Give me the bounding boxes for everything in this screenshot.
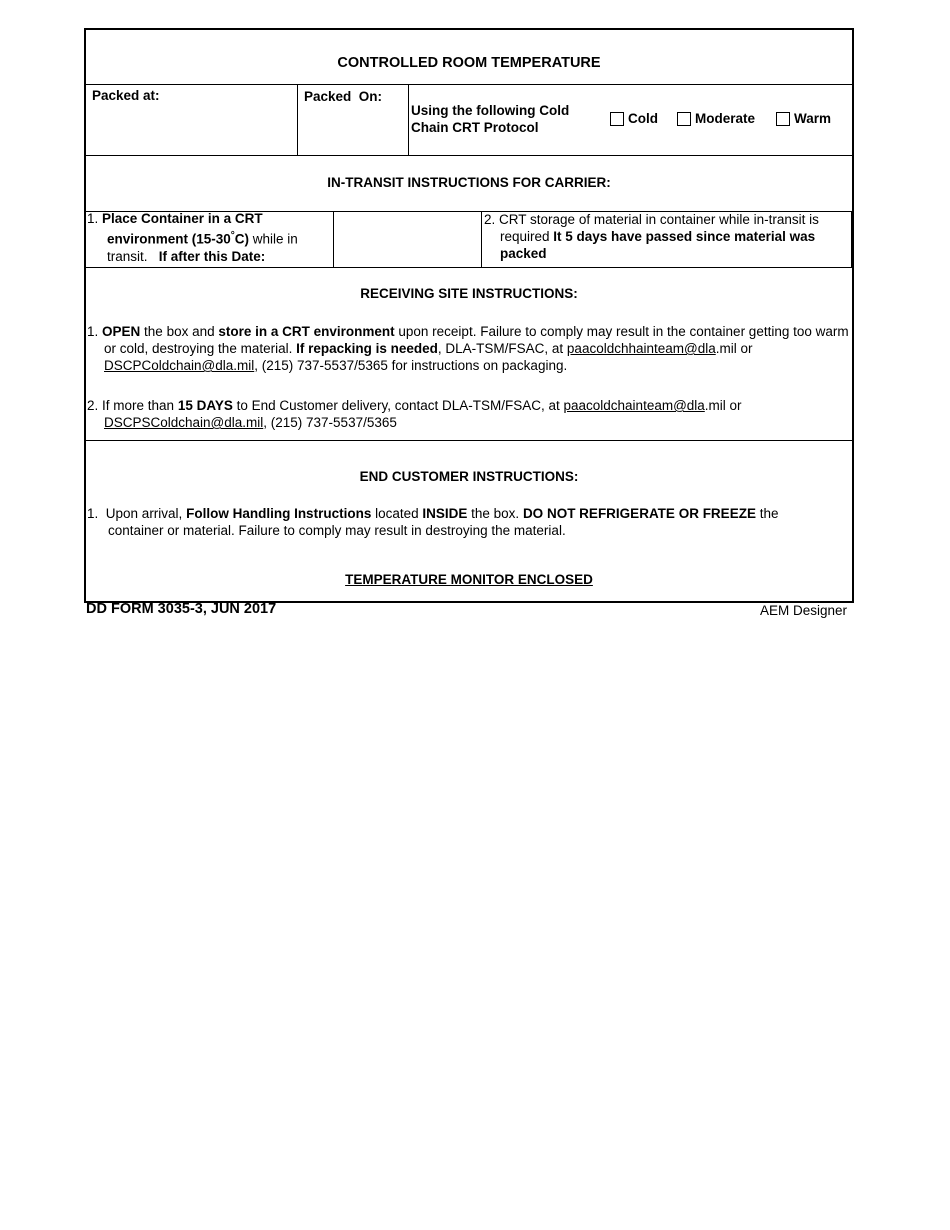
protocol-label-line1: Using the following Cold [411,103,570,118]
cold-option[interactable] [610,111,658,126]
designer-label: AEM Designer [759,603,847,618]
temperature-monitor-note: TEMPERATURE MONITOR ENCLOSED [345,572,593,587]
receiving-item-1 [87,323,849,374]
moderate-option-label: Moderate [695,111,756,126]
protocol-label [411,102,569,136]
repacking-text: If repacking is needed [296,341,438,356]
form-id: DD FORM 3035-3, JUN 2017 [86,601,277,617]
divider [86,84,852,85]
receiving-item-2 [87,397,849,431]
transit-item-2 [484,211,849,262]
email-link[interactable]: DSCPColdchain@dla.mil [104,358,255,373]
item-number: 1. [87,324,99,339]
divider [86,267,852,268]
text: the container or material. Failure to comply may result in destroying the material. [108,506,779,538]
divider [408,84,409,155]
transit-item-1-date-label: If after this Date: [158,248,266,264]
item-number: 2. [484,212,496,227]
handling-text: Follow Handling Instructions [186,506,372,521]
item-number: 1. [87,506,99,521]
form-title: CONTROLLED ROOM TEMPERATURE [337,55,601,71]
moderate-option[interactable] [677,111,755,126]
packed-on-label: Packed On: [304,89,383,104]
transit-item-1 [87,210,327,265]
packed-on-field[interactable] [300,105,404,151]
text: upon receipt. Failure to comply may result in the container getting too warm or cold, destroying the material. [104,324,849,356]
email-link[interactable]: paacoldchhainteam@dla [566,341,716,356]
divider [86,155,852,156]
receiving-heading: RECEIVING SITE INSTRUCTIONS: [360,286,578,301]
do-not-freeze-text: DO NOT REFRIGERATE OR FREEZE [522,506,756,521]
text: the box and [140,324,219,339]
item-number: 2. [87,398,99,413]
transit-item-1-env: environment (15-30 [107,231,231,247]
email-link[interactable]: DSCPSColdchain@dla.mil [104,415,264,430]
text: , DLA-TSM/FSAC, at [437,341,567,356]
transit-item-2-text: CRT storage of material in container while in-transit is [499,212,819,227]
store-crt-text: store in a CRT environment [218,324,395,339]
divider [333,211,334,267]
transit-item-1-while: while in [249,231,298,247]
transit-item-1-text: Place Container in a CRT [102,211,263,226]
in-transit-heading: IN-TRANSIT INSTRUCTIONS FOR CARRIER: [327,175,611,190]
inside-text: INSIDE [422,506,468,521]
transit-item-2-required: required [500,229,550,244]
warm-checkbox[interactable] [776,112,790,126]
divider [86,440,852,441]
end-customer-heading: END CUSTOMER INSTRUCTIONS: [359,469,579,484]
end-customer-item-1 [87,505,832,539]
transit-item-1-transit: transit. [107,248,148,264]
moderate-checkbox[interactable] [677,112,691,126]
text: .mil or [704,398,742,413]
transit-item-2-packed: packed [500,246,547,261]
transit-item-2-condition: It 5 days have passed since material was [549,229,816,244]
protocol-label-line2: Chain CRT Protocol [411,120,539,135]
packed-at-label: Packed at: [92,88,160,103]
cold-chain-form [84,28,854,603]
degree-symbol: ° [230,230,235,241]
days-text: 15 DAYS [177,398,233,413]
packed-at-field[interactable] [88,105,293,151]
item-number: 1. [87,211,99,226]
text: the box. [467,506,523,521]
divider [481,211,482,267]
text: .mil or [715,341,753,356]
warm-option-label: Warm [794,111,832,126]
warm-option[interactable] [776,111,831,126]
transit-date-field[interactable] [336,214,478,264]
text: , (215) 737-5537/5365 [263,415,397,430]
cold-option-label: Cold [628,111,658,126]
email-link[interactable]: paacoldchainteam@dla [563,398,705,413]
text: , (215) 737-5537/5365 for instructions on packaging. [254,358,568,373]
text: located [371,506,423,521]
divider [851,211,852,267]
open-text: OPEN [102,324,141,339]
text: If more than [102,398,178,413]
text: to End Customer delivery, contact DLA-TSM/FSAC, at [232,398,564,413]
transit-item-1-unit: C) [234,231,250,247]
cold-checkbox[interactable] [610,112,624,126]
divider [297,84,298,155]
text: Upon arrival, [105,506,187,521]
